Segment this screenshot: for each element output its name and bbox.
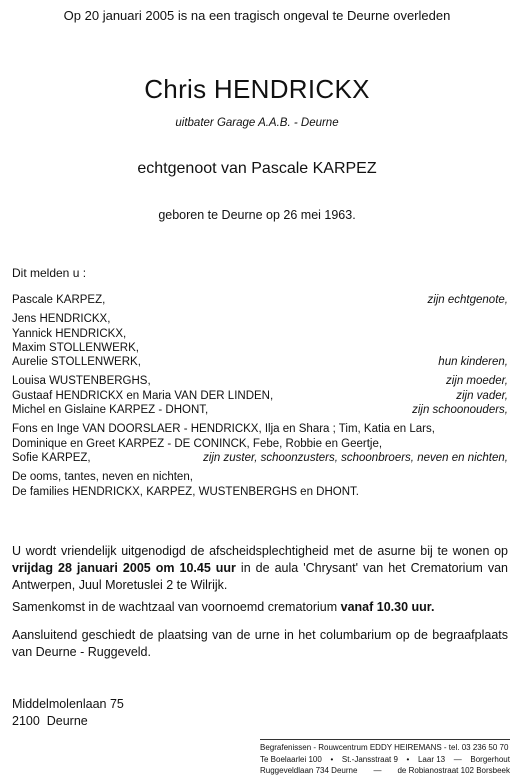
undertaker-address-row	[260, 765, 510, 777]
invitation-text: U wordt vriendelijk uitgenodigd de afscheidsplechtigheid met de asurne bij te wonen op	[12, 544, 508, 558]
dash-separator: —	[453, 754, 462, 764]
spouse-line: echtgenoot van Pascale KARPEZ	[137, 160, 377, 177]
deceased-name: Chris HENDRICKX	[144, 74, 370, 104]
family-row	[12, 470, 508, 484]
dash-separator: —	[373, 766, 382, 775]
columbarium-paragraph: Aansluitend geschiedt de plaatsing van de urne in het columbarium op de begraafplaats van Deurne - Ruggeveld.	[12, 628, 508, 659]
intro-line: Op 20 januari 2005 is na een tragisch ongeval te Deurne overleden	[63, 8, 451, 23]
family-row	[12, 403, 508, 417]
family-row	[12, 312, 508, 326]
family-relation: zijn echtgenote,	[427, 294, 508, 306]
family-list	[12, 293, 508, 499]
family-row	[12, 437, 508, 451]
gathering-text: Samenkomst in de wachtzaal van voornoemd crematorium	[12, 600, 341, 614]
bullet-icon: •	[406, 754, 410, 764]
family-name: Michel en Gislaine KARPEZ - DHONT,	[12, 404, 209, 417]
family-row	[12, 341, 508, 355]
birth-line: geboren te Deurne op 26 mei 1963.	[158, 208, 356, 222]
family-row	[12, 293, 508, 307]
family-row	[12, 389, 508, 403]
undertaker-title: Begrafenissen - Rouwcentrum EDDY HEIREMANS - tel. 03 236 50 70	[260, 743, 509, 752]
family-name: Maxim STOLLENWERK,	[12, 341, 139, 354]
family-name: Dominique en Greet KARPEZ - DE CONINCK, Febe, Robbie en Geertje,	[12, 437, 383, 450]
family-name: Pascale KARPEZ,	[12, 294, 106, 306]
family-row	[12, 327, 508, 341]
family-name: Aurelie STOLLENWERK,	[12, 356, 141, 369]
family-name: Gustaaf HENDRICKX en Maria VAN DER LINDEN,	[12, 389, 274, 402]
ceremony-datetime: vrijdag 28 januari 2005 om 10.45 uur	[12, 561, 236, 575]
bullet-icon: •	[330, 754, 334, 764]
undertaker-address: Te Boelaarlei 100	[260, 754, 322, 764]
family-name: Fons en Inge VAN DOORSLAER - HENDRICKX, Ilja en Shara ; Tim, Katia en Lars,	[12, 423, 435, 436]
undertaker-address: Borgerhout	[470, 754, 510, 764]
family-name: Sofie KARPEZ,	[12, 451, 91, 464]
undertaker-address-row	[260, 754, 510, 766]
family-relation: hun kinderen,	[438, 356, 508, 369]
family-row	[12, 485, 508, 499]
invitation-location: in de aula 'Chrysant' van het Crematorium van Antwerpen, Juul Moretuslei 2 te Wilrijk.	[12, 561, 508, 592]
gathering-time: vanaf 10.30 uur.	[340, 600, 435, 614]
family-relation: zijn moeder,	[445, 375, 508, 388]
family-name: De ooms, tantes, neven en nichten,	[12, 471, 193, 484]
family-name: Jens HENDRICKX,	[12, 313, 111, 326]
undertaker-block	[260, 739, 510, 777]
undertaker-divider	[260, 739, 510, 740]
undertaker-address: Ruggeveldlaan 734 Deurne	[260, 766, 358, 775]
family-name: De families HENDRICKX, KARPEZ, WUSTENBERGHS en DHONT.	[12, 485, 359, 498]
family-relation: zijn vader,	[456, 389, 508, 402]
family-name: Louisa WUSTENBERGHS,	[12, 375, 151, 388]
family-row	[12, 374, 508, 388]
undertaker-address: Laar 13	[417, 754, 446, 764]
address-city: 2100 Deurne	[12, 714, 88, 728]
family-row	[12, 355, 508, 369]
family-relation: zijn schoonouders,	[412, 404, 508, 417]
address-street: Middelmolenlaan 75	[12, 697, 124, 711]
invitation-paragraph	[12, 543, 508, 594]
deceased-occupation: uitbater Garage A.A.B. - Deurne	[175, 117, 339, 129]
family-row	[12, 451, 508, 465]
gathering-paragraph	[12, 599, 508, 616]
announce-line: Dit melden u :	[12, 266, 87, 280]
family-relation: zijn zuster, schoonzusters, schoonbroers, neven en nichten,	[203, 451, 508, 464]
undertaker-address: St.-Jansstraat 9	[341, 754, 398, 764]
family-name: Yannick HENDRICKX,	[12, 327, 127, 340]
undertaker-address: de Robianostraat 102 Borsbeek	[397, 766, 510, 775]
family-row	[12, 422, 508, 436]
